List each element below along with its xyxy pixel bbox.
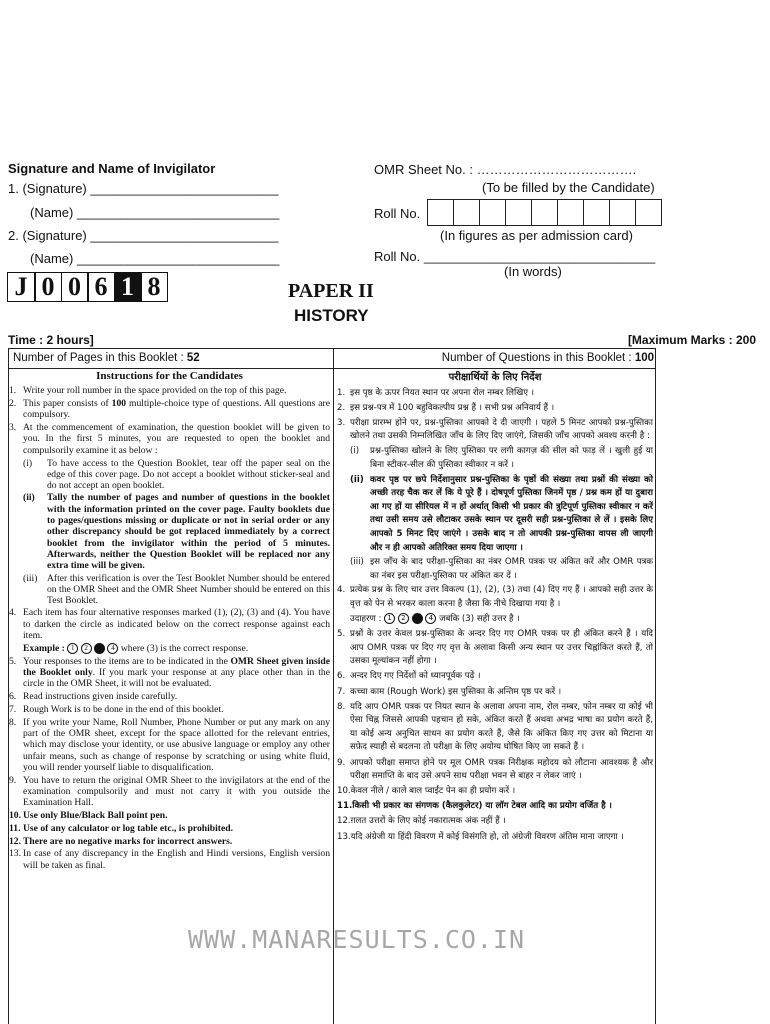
code-char: 1 xyxy=(114,272,142,302)
roll-digit-box[interactable] xyxy=(557,199,584,226)
questions-count xyxy=(442,352,654,364)
filled-circle-icon xyxy=(412,613,423,624)
filled-circle-icon xyxy=(94,643,105,654)
pages-value: 52 xyxy=(186,352,200,364)
subject-title: HISTORY xyxy=(294,306,369,325)
list-item: 1. Write your roll number in the space provided on the top of this page. xyxy=(9,385,287,397)
list-subitem: (i) To have access to the Question Booklet, tear off the paper seal on the edge of this cover page. Do not accept a booklet without sticker-seal and do not accept an open booklet. xyxy=(23,457,330,492)
roll-digit-box[interactable] xyxy=(531,199,558,226)
roll-digit-box[interactable] xyxy=(453,199,480,226)
example-line: Example : 1 2 4 where (3) is the correct response. xyxy=(23,642,249,654)
list-item: 9. You have to return the original OMR Sheet to the invigilators at the end of the examination compulsorily and must not carry it with you outside the Examination Hall. xyxy=(9,774,330,809)
english-heading: Instructions for the Candidates xyxy=(96,370,243,382)
max-marks-label: [Maximum Marks : 200 xyxy=(627,333,756,347)
list-item: 5. Your responses to the items are to be indicated in the OMR Sheet given inside the Booklet only. If you mark your response at any place other than in the circle in the OMR Sheet, it will not be evaluated. xyxy=(9,655,330,690)
list-item: 7. Rough Work is to be done in the end of this booklet. xyxy=(9,703,224,715)
code-char: 0 xyxy=(34,272,62,302)
list-item: 13. यदि अंग्रेजी या हिंदी विवरण में कोई विसंगति हो, तो अंग्रेजी विवरण अंतिम माना जाएगा । xyxy=(337,831,624,842)
list-item: 7. कच्चा काम (Rough Work) इस पुस्तिका के अन्तिम पृष्ठ पर करें । xyxy=(337,686,562,697)
roll-digit-box[interactable] xyxy=(635,199,662,226)
paper-title: PAPER II xyxy=(288,280,374,302)
option-circle-icon: 2 xyxy=(398,613,409,624)
list-item: 2. इस प्रश्न-पत्र में 100 बहुविकल्पीय प्रश्न हैं । सभी प्रश्न अनिवार्य हैं । xyxy=(337,402,555,413)
list-item: 12. ग़लत उत्तरों के लिए कोई नकारात्मक अंक नहीं हैं । xyxy=(337,816,506,827)
invigilator-name-2: (Name) ____________________________ xyxy=(30,251,280,266)
invigilator-signature-1: 1. (Signature) __________________________ xyxy=(8,181,279,196)
time-label: Time : 2 hours] xyxy=(8,333,94,347)
list-item: 10. केवल नीले / काले बाल प्वाईंट पेन का ही प्रयोग करें । xyxy=(337,786,516,797)
list-subitem: (ii) Tally the number of pages and number of questions in the booklet with the information printed on the cover page. Faulty booklets due to pages/questions missing or duplicate or not in serial order or any other discrepancy should be got replaced immediately by a correct booklet from the invigilator within the period of 5 minutes. Afterwards, neither the Question Booklet will be replaced nor any extra time will be given. xyxy=(23,492,330,572)
list-item: 6. अन्दर दिए गए निर्देशों को ध्यानपूर्वक पढ़ें । xyxy=(337,671,481,682)
hindi-heading: परीक्षार्थियों के लिए निर्देश xyxy=(448,372,542,383)
divider xyxy=(8,368,656,369)
list-item: 9. आपको परीक्षा समाप्त होने पर मूल OMR पत्रक निरीक्षक महोदय को लौटाना आवश्यक है और परीक्षा समाप्ति के बाद उसे अपने साथ परीक्षा भवन से बाहर न लेकर जाएं । xyxy=(337,757,653,782)
code-char: 6 xyxy=(87,272,115,302)
list-item: 4. प्रत्येक प्रश्न के लिए चार उत्तर विकल्प (1), (2), (3) तथा (4) दिए गए हैं । आपको सही उत्तर के वृत्त को पेन से भरकर काला करना है जैसा कि नीचे दिखाया गया है । xyxy=(337,585,653,609)
omr-filled-by: (To be filled by the Candidate) xyxy=(482,180,655,195)
pages-count xyxy=(13,352,200,364)
roll-no-label: Roll No. xyxy=(374,206,421,221)
omr-sheet-no: OMR Sheet No. : ………………………………. xyxy=(374,162,637,177)
example-line: उदाहरण : 1 2 4 जबकि (3) सही उत्तर है । xyxy=(350,614,520,625)
invigilator-name-1: (Name) ____________________________ xyxy=(30,205,280,220)
list-item: 6. Read instructions given inside carefully. xyxy=(9,691,178,703)
list-item: 10. Use only Blue/Black Ball point pen. xyxy=(9,809,168,821)
invigilator-title: Signature and Name of Invigilator xyxy=(8,161,216,176)
list-subitem: (ii) कवर पृष्ठ पर छपे निर्देशानुसार प्रश्न-पुस्तिका के पृष्ठों की संख्या तथा प्रश्नों की संख्या को अच्छी तरह चैक कर लें कि ये पूरे हैं । दोषपूर्ण पुस्तिका जिनमें पृष्ठ / प्रश्न कम हों या दुबारा आ गए हों या सीरियल में न हों अर्थात् किसी भी प्रकार की त्रुटिपूर्ण पुस्तिका स्वीकार न करें तथा उसी समय उसे लौटाकर उसके स्थान पर दूसरी सही प्रश्न-पुस्तिका ले लें । इसके लिए आपको 5 मिनट दिए जाएंगे । उसके बाद न तो आपकी प्रश्न-पुस्तिका वापस ली जाएगी और न ही आपको अतिरिक्त समय दिया जाएगा । xyxy=(350,474,653,553)
invigilator-signature-2: 2. (Signature) __________________________ xyxy=(8,228,279,243)
pages-label: Number of Pages in this Booklet : xyxy=(13,352,187,364)
booklet-code xyxy=(8,272,168,302)
list-subitem: (i) प्रश्न-पुस्तिका खोलने के लिए पुस्तिका पर लगी कागज़ की सील को फाड़ लें । खुली हुई या बिना स्टीकर-सील की पुस्तिका स्वीकार न करें । xyxy=(350,446,653,471)
roll-digit-box[interactable] xyxy=(479,199,506,226)
list-item: 3. At the commencement of examination, the question booklet will be given to you. In the first 5 minutes, you are requested to open the booklet and compulsorily examine it as below : xyxy=(9,422,330,456)
option-circle-icon: 1 xyxy=(384,613,395,624)
list-item: 8. If you write your Name, Roll Number, Phone Number or put any mark on any part of the OMR sheet, except for the space allotted for the relevant entries, which may disclose your identity, or use abusive language or employ any other unfair means, such as change of response by scratching or using white fluid, you will render yourself liable to disqualification. xyxy=(9,716,330,773)
list-subitem: (iii) After this verification is over the Test Booklet Number should be entered on the OMR Sheet and the OMR Sheet Number should be entered on this Test Booklet. xyxy=(23,572,330,607)
questions-label: Number of Questions in this Booklet : xyxy=(441,352,635,364)
code-char: 0 xyxy=(61,272,89,302)
hindi-instructions xyxy=(337,371,653,846)
list-item: 2. This paper consists of 100 multiple-choice type of questions. All questions are compulsory. xyxy=(9,398,330,421)
roll-digit-box[interactable] xyxy=(609,199,636,226)
list-item: 11. Use of any calculator or log table etc., is prohibited. xyxy=(9,822,233,834)
option-circle-icon: 1 xyxy=(67,643,78,654)
roll-digit-box[interactable] xyxy=(427,199,454,226)
roll-digit-box[interactable] xyxy=(505,199,532,226)
list-item: 3. परीक्षा प्रारम्भ होने पर, प्रश्न-पुस्तिका आपको दे दी जाएगी । पहले 5 मिनट आपको प्रश्न-पुस्तिका खोलने तथा उसकी निम्नलिखित जाँच के लिए दिए जाएंगे, जिसकी जाँच आपको अवश्य करनी है : xyxy=(337,417,653,442)
list-item: 5. प्रश्नों के उत्तर केवल प्रश्न-पुस्तिका के अन्दर दिए गए OMR पत्रक पर ही अंकित करने हैं । यदि आप OMR पत्रक पर दिए गए वृत्त के अलावा किसी अन्य स्थान पर उत्तर चिह्नांकित करते हैं, तो उसका मूल्यांकन नहीं होगा । xyxy=(337,629,653,667)
option-circle-icon: 4 xyxy=(425,613,436,624)
english-instructions xyxy=(9,371,330,872)
list-item: 4. Each item has four alternative responses marked (1), (2), (3) and (4). You have to darken the circle as indicated below on the correct response against each item. xyxy=(9,607,330,642)
list-item: 1. इस पृष्ठ के ऊपर नियत स्थान पर अपना रोल नम्बर लिखिए । xyxy=(337,387,535,398)
questions-value: 100 xyxy=(634,352,654,364)
list-item: 11. किसी भी प्रकार का संगणक (कैलकुलेटर) या लॉग टेबल आदि का प्रयोग वर्जित है । xyxy=(337,801,612,812)
roll-digit-box[interactable] xyxy=(583,199,610,226)
list-item: 8. यदि आप OMR पत्रक पर नियत स्थान के अलावा अपना नाम, रोल नम्बर, फोन नम्बर या कोई भी ऐसा चिह्न जिससे आपकी पहचान हो सके, अंकित करते हैं अथवा अभद्र भाषा का प्रयोग करते हैं, या कोई अन्य अनुचित साधन का प्रयोग करते हैं, जैसे कि अंकित किए गए उत्तर को मिटाना या सफ़ेद स्याही से बदलना तो परीक्षा के लिए अयोग्य घोषित किए जा सकते हैं । xyxy=(337,701,653,753)
roll-number-boxes xyxy=(428,199,662,226)
list-subitem: (iii) इस जाँच के बाद परीक्षा-पुस्तिका का नंबर OMR पत्रक पर अंकित करें और OMR पत्रक का नंबर इस परीक्षा-पुस्तिका पर अंकित कर दें । xyxy=(350,557,653,581)
option-circle-icon: 4 xyxy=(107,643,118,654)
list-item: 12. There are no negative marks for incorrect answers. xyxy=(9,835,233,847)
column-divider xyxy=(333,348,334,1024)
watermark: WWW.MANARESULTS.CO.IN xyxy=(188,925,526,954)
roll-figures-hint: (In figures as per admission card) xyxy=(440,228,633,243)
list-item: 13. In case of any discrepancy in the English and Hindi versions, English version will be taken as final. xyxy=(9,848,330,871)
code-char: 8 xyxy=(140,272,168,302)
roll-words-hint: (In words) xyxy=(504,264,562,279)
roll-no-words: Roll No. ________________________________ xyxy=(374,249,656,264)
code-char: J xyxy=(7,272,36,302)
option-circle-icon: 2 xyxy=(81,643,92,654)
